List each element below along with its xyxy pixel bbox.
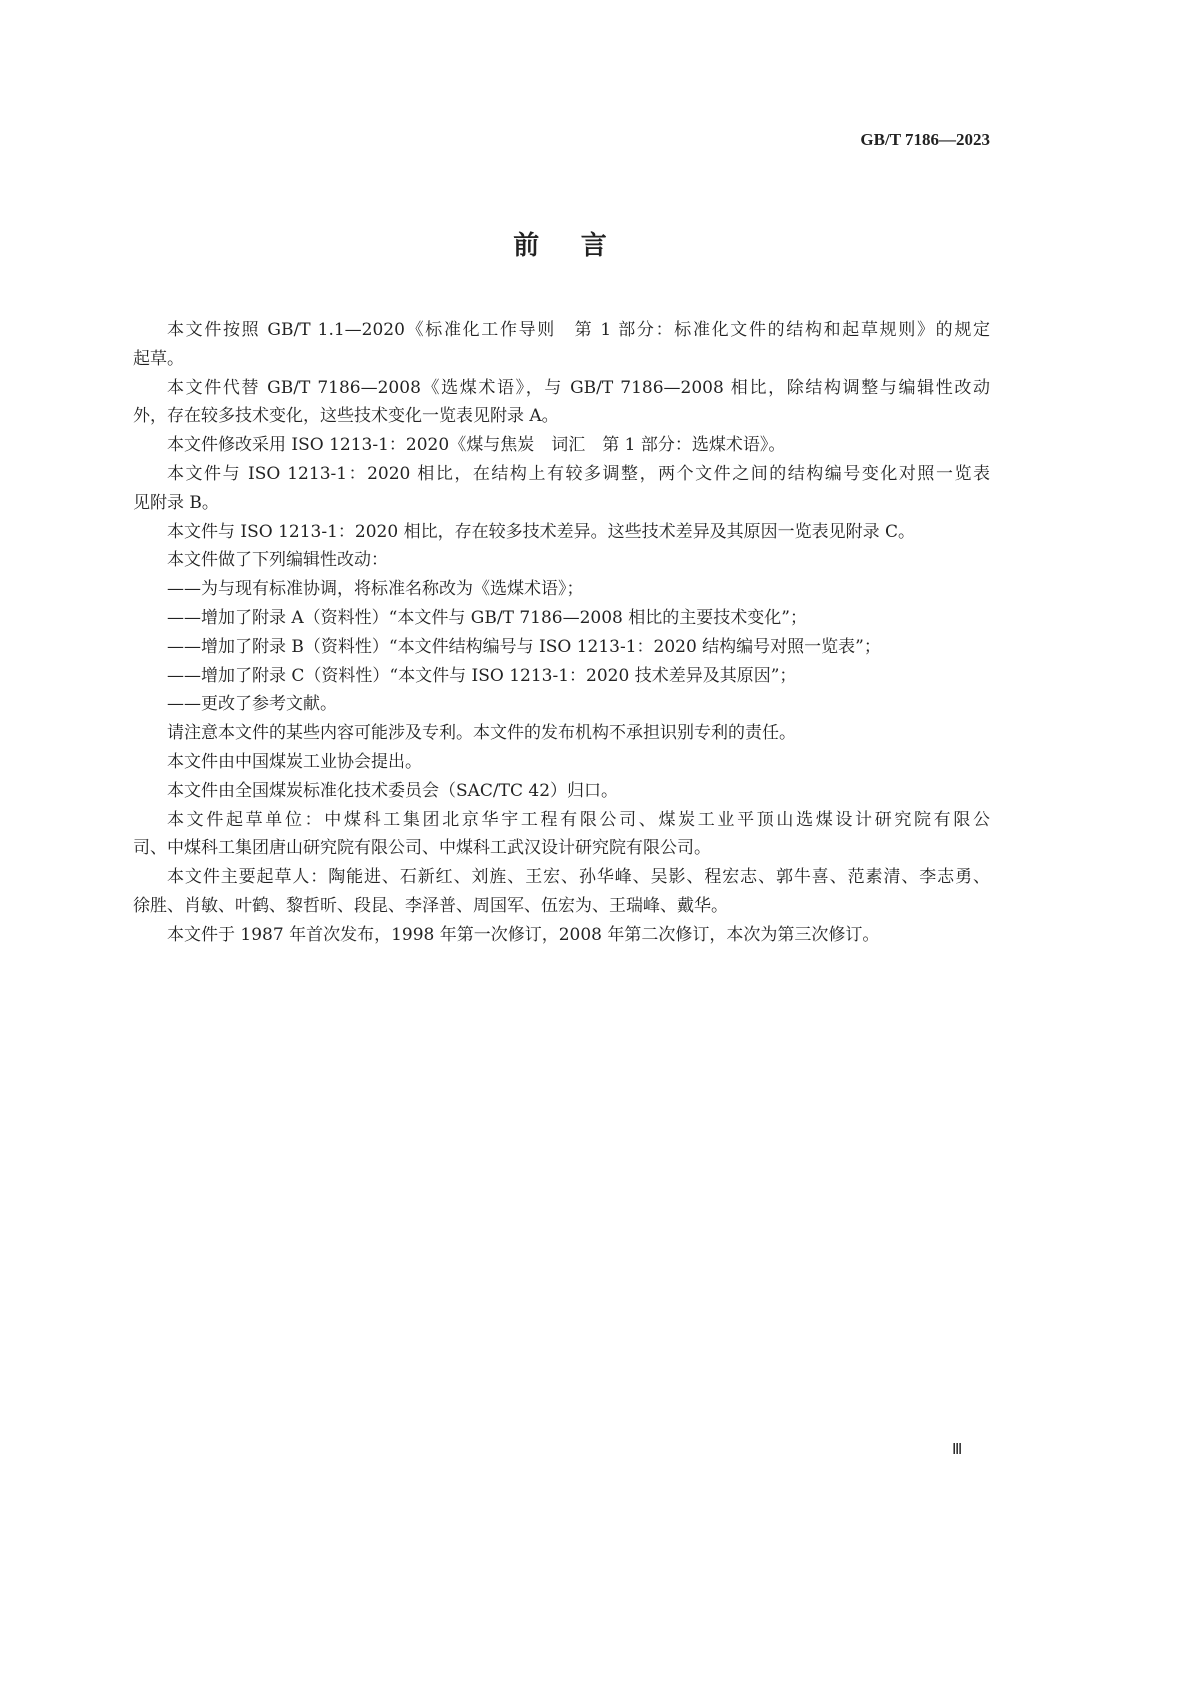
paragraph-line: ——增加了附录 B（资料性）“本文件结构编号与 ISO 1213-1：2020 结构编号对照一览表”； [167, 636, 881, 657]
paragraph-line: 司、中煤科工集团唐山研究院有限公司、中煤科工武汉设计研究院有限公司。 [133, 838, 711, 859]
paragraph-line: 本文件由中国煤炭工业协会提出。 [167, 751, 422, 772]
paragraph-line: ——增加了附录 A（资料性）“本文件与 GB/T 7186—2008 相比的主要技术变化”； [167, 607, 807, 628]
paragraph-line: 外，存在较多技术变化，这些技术变化一览表见附录 A。 [133, 406, 559, 427]
paragraph-line: 本文件与 ISO 1213-1：2020 相比，存在较多技术差异。这些技术差异及其原因一览表见附录 C。 [167, 521, 916, 542]
paragraph-line: 本文件按照 GB/T 1.1—2020《标准化工作导则 第 1 部分：标准化文件的结构和起草规则》的规定 [167, 320, 990, 340]
paragraph [133, 575, 990, 604]
paragraph [133, 806, 990, 864]
paragraph [133, 546, 990, 575]
paragraph [133, 662, 990, 691]
paragraph [133, 604, 990, 633]
paragraph-line: 见附录 B。 [133, 492, 219, 513]
paragraph-line: 本文件于 1987 年首次发布，1998 年第一次修订，2008 年第二次修订，本次为第三次修订。 [167, 924, 880, 945]
paragraph-line: ——增加了附录 C（资料性）“本文件与 ISO 1213-1：2020 技术差异及其原因”； [167, 665, 797, 686]
paragraph-line: 本文件修改采用 ISO 1213-1：2020《煤与焦炭 词汇 第 1 部分：选煤术语》。 [167, 435, 786, 456]
paragraph-line: 本文件做了下列编辑性改动： [167, 550, 388, 571]
paragraph-line: 本文件与 ISO 1213-1：2020 相比，在结构上有较多调整，两个文件之间的结构编号变化对照一览表 [167, 463, 990, 484]
page-number: Ⅲ [952, 1442, 963, 1458]
paragraph-line: 请注意本文件的某些内容可能涉及专利。本文件的发布机构不承担识别专利的责任。 [167, 723, 796, 744]
paragraph [133, 863, 990, 921]
paragraph [133, 777, 990, 806]
paragraph-line: ——为与现有标准协调，将标准名称改为《选煤术语》； [167, 579, 584, 600]
paragraph [133, 431, 990, 460]
paragraph-line: 本文件由全国煤炭标准化技术委员会（SAC/TC 42）归口。 [167, 780, 619, 801]
document-code: GB/T 7186—2023 [860, 130, 990, 149]
foreword-body [133, 316, 990, 950]
paragraph [133, 921, 990, 950]
paragraph [133, 748, 990, 777]
paragraph [133, 719, 990, 748]
paragraph [133, 316, 990, 374]
paragraph [133, 633, 990, 662]
paragraph-line: ——更改了参考文献。 [167, 694, 337, 715]
paragraph-line: 本文件主要起草人：陶能进、石新红、刘旌、王宏、孙华峰、吴影、程宏志、郭牛喜、范素清、李志勇、 [167, 867, 990, 888]
paragraph [133, 690, 990, 719]
page-title: 前言 [513, 231, 649, 261]
paragraph-line: 本文件起草单位：中煤科工集团北京华宇工程有限公司、煤炭工业平顶山选煤设计研究院有限公 [167, 809, 990, 830]
paragraph-line: 起草。 [133, 348, 184, 369]
paragraph [133, 460, 990, 518]
paragraph [133, 374, 990, 432]
paragraph-line: 本文件代替 GB/T 7186—2008《选煤术语》，与 GB/T 7186—2008 相比，除结构调整与编辑性改动 [167, 377, 990, 398]
paragraph [133, 518, 990, 547]
paragraph-line: 徐胜、肖敏、叶鹤、黎哲昕、段昆、李泽普、周国军、伍宏为、王瑞峰、戴华。 [133, 895, 728, 916]
